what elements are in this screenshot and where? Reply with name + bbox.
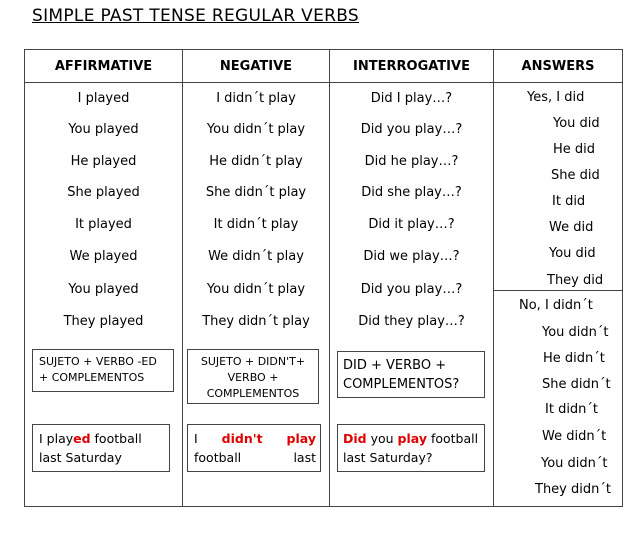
answer-yes: She did bbox=[551, 168, 600, 183]
example-line bbox=[194, 448, 316, 467]
highlight-verb: play bbox=[397, 431, 427, 446]
verb-table bbox=[24, 49, 623, 507]
structure-line: DID + VERBO + bbox=[343, 358, 447, 373]
negative-row: She didn´t play bbox=[205, 185, 307, 200]
example-text: last bbox=[293, 450, 316, 465]
structure-line: VERBO + bbox=[227, 371, 279, 384]
answer-no: They didn´t bbox=[535, 482, 611, 497]
interrogative-row: Did they play…? bbox=[358, 314, 465, 329]
negative-row: He didn´t play bbox=[209, 154, 303, 169]
highlight-auxiliary: Did bbox=[343, 431, 367, 446]
answers-divider bbox=[493, 290, 622, 291]
answer-no: He didn´t bbox=[543, 351, 605, 366]
example-text: I play bbox=[39, 431, 74, 446]
example-box-negative bbox=[187, 424, 321, 472]
highlight-verb: play bbox=[286, 431, 316, 446]
answer-yes: It did bbox=[552, 194, 586, 209]
interrogative-row: Did you play…? bbox=[360, 122, 463, 137]
example-box-interrogative bbox=[337, 424, 485, 472]
affirmative-row: You played bbox=[68, 282, 139, 297]
example-line bbox=[343, 429, 482, 448]
interrogative-row: Did she play…? bbox=[361, 185, 462, 200]
affirmative-row: I played bbox=[77, 91, 130, 106]
header-negative: NEGATIVE bbox=[219, 59, 293, 74]
header-affirmative: AFFIRMATIVE bbox=[54, 59, 153, 74]
structure-line: SUJETO + VERBO -ED bbox=[39, 355, 157, 368]
example-text: I bbox=[194, 431, 198, 446]
interrogative-row: Did it play…? bbox=[368, 217, 455, 232]
highlight-ending: ed bbox=[73, 431, 91, 446]
column-divider bbox=[493, 50, 494, 506]
answer-yes: You did bbox=[553, 116, 600, 131]
negative-row: You didn´t play bbox=[206, 122, 306, 137]
affirmative-row: He played bbox=[70, 154, 137, 169]
example-line bbox=[194, 429, 316, 448]
affirmative-row: We played bbox=[69, 249, 138, 264]
example-text: you bbox=[366, 431, 398, 446]
structure-box-affirmative bbox=[32, 349, 174, 392]
example-line: last Saturday bbox=[39, 450, 122, 465]
column-divider bbox=[182, 50, 183, 506]
answer-yes: They did bbox=[547, 273, 604, 288]
answer-no: No, I didn´t bbox=[519, 298, 593, 313]
interrogative-row: Did I play…? bbox=[370, 91, 453, 106]
structure-line: COMPLEMENTOS bbox=[206, 387, 300, 400]
example-box-affirmative bbox=[32, 424, 170, 472]
negative-row: It didn´t play bbox=[213, 217, 299, 232]
example-line: last Saturday? bbox=[343, 450, 433, 465]
example-line bbox=[39, 429, 165, 448]
negative-row: I didn´t play bbox=[216, 91, 296, 106]
interrogative-row: Did he play…? bbox=[364, 154, 459, 169]
affirmative-row: You played bbox=[68, 122, 139, 137]
answer-yes: We did bbox=[549, 220, 594, 235]
example-text: football bbox=[426, 431, 479, 446]
structure-box-negative bbox=[187, 349, 319, 404]
example-text: football bbox=[194, 450, 242, 465]
affirmative-row: They played bbox=[63, 314, 144, 329]
structure-line: + COMPLEMENTOS bbox=[39, 371, 145, 384]
header-answers: ANSWERS bbox=[521, 59, 595, 74]
interrogative-row: Did you play…? bbox=[360, 282, 463, 297]
negative-row: We didn´t play bbox=[208, 249, 304, 264]
header-divider bbox=[25, 82, 622, 83]
interrogative-row: Did we play…? bbox=[363, 249, 460, 264]
answer-no: She didn´t bbox=[542, 377, 611, 392]
highlight-auxiliary: didn't bbox=[221, 431, 263, 446]
header-interrogative: INTERROGATIVE bbox=[353, 59, 470, 74]
structure-line: SUJETO + DIDN'T+ bbox=[200, 355, 306, 368]
column-divider bbox=[329, 50, 330, 506]
answer-no: You didn´t bbox=[542, 325, 609, 340]
negative-row: They didn´t play bbox=[202, 314, 310, 329]
answer-yes: You did bbox=[549, 246, 596, 261]
answer-no: It didn´t bbox=[545, 402, 599, 417]
example-text: football bbox=[90, 431, 142, 446]
answer-no: You didn´t bbox=[541, 456, 608, 471]
answer-yes: Yes, I did bbox=[527, 90, 585, 105]
affirmative-row: She played bbox=[67, 185, 140, 200]
affirmative-row: It played bbox=[75, 217, 132, 232]
structure-line: COMPLEMENTOS? bbox=[343, 377, 460, 392]
page-title: SIMPLE PAST TENSE REGULAR VERBS bbox=[32, 6, 360, 26]
answer-no: We didn´t bbox=[542, 429, 607, 444]
answer-yes: He did bbox=[553, 142, 596, 157]
negative-row: You didn´t play bbox=[206, 282, 306, 297]
structure-box-interrogative bbox=[337, 351, 485, 398]
